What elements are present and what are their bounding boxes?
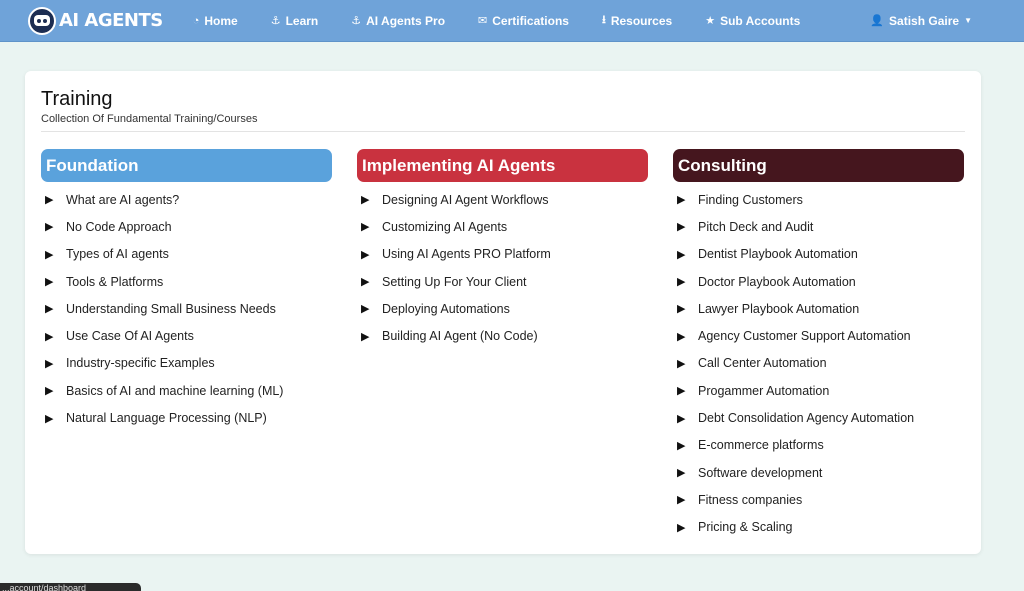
course-item[interactable]: [41, 241, 332, 268]
nav-home[interactable]: [193, 14, 238, 28]
course-item-label: Designing AI Agent Workflows: [382, 192, 549, 207]
robot-logo-icon: [28, 7, 56, 35]
triangle-right-icon: ▶: [677, 521, 686, 534]
course-item[interactable]: [673, 459, 964, 486]
training-card: [25, 71, 981, 554]
user-icon: 👤: [870, 15, 885, 27]
brand-logo-link[interactable]: [28, 7, 163, 35]
triangle-right-icon: ▶: [45, 412, 54, 425]
course-item-label: Fitness companies: [698, 492, 803, 507]
course-item[interactable]: [673, 432, 964, 459]
course-list: [357, 186, 648, 350]
triangle-right-icon: ▶: [45, 194, 54, 207]
nav-ai-agents-pro[interactable]: [351, 14, 445, 28]
anchor-icon: ⚓: [351, 15, 362, 27]
course-item[interactable]: [673, 514, 964, 541]
course-item[interactable]: [357, 213, 648, 240]
course-item-label: Understanding Small Business Needs: [66, 301, 276, 316]
course-item-label: Call Center Automation: [698, 356, 827, 371]
course-item-label: Doctor Playbook Automation: [698, 274, 856, 289]
course-list: [41, 186, 332, 432]
course-item[interactable]: [673, 350, 964, 377]
course-item[interactable]: [673, 377, 964, 404]
triangle-right-icon: ▶: [677, 276, 686, 289]
download-icon: ⭳: [601, 14, 606, 26]
course-item-label: Building AI Agent (No Code): [382, 329, 538, 344]
envelope-icon: ✉: [478, 15, 488, 27]
course-item[interactable]: [673, 295, 964, 322]
course-item[interactable]: [41, 404, 332, 431]
triangle-right-icon: ▶: [677, 248, 686, 261]
course-item[interactable]: [673, 213, 964, 240]
course-item-label: What are AI agents?: [66, 192, 180, 207]
course-item-label: E-commerce platforms: [698, 438, 824, 453]
course-item-label: Tools & Platforms: [66, 274, 164, 289]
triangle-right-icon: ▶: [677, 303, 686, 316]
course-item-label: Industry-specific Examples: [66, 356, 215, 371]
course-item[interactable]: [41, 186, 332, 213]
course-item[interactable]: [357, 268, 648, 295]
dashboard-icon: ◔: [192, 14, 200, 27]
top-navbar: [0, 0, 1024, 42]
nav-learn[interactable]: [271, 14, 319, 28]
browser-status-bar: [0, 583, 141, 591]
triangle-right-icon: ▶: [677, 412, 686, 425]
course-item-label: Progammer Automation: [698, 383, 830, 398]
triangle-right-icon: ▶: [677, 467, 686, 480]
triangle-right-icon: ▶: [677, 357, 686, 370]
triangle-right-icon: ▶: [361, 248, 370, 261]
course-column-foundation: [41, 149, 332, 432]
nav-label: AI Agents Pro: [366, 13, 446, 28]
course-item[interactable]: [673, 268, 964, 295]
course-item-label: Basics of AI and machine learning (ML): [66, 383, 284, 398]
triangle-right-icon: ▶: [45, 248, 54, 261]
course-item[interactable]: [41, 322, 332, 349]
course-item-label: Types of AI agents: [66, 247, 169, 262]
course-column-consulting: [673, 149, 964, 541]
user-name: Satish Gaire: [889, 13, 960, 28]
column-header: Foundation: [41, 149, 332, 182]
course-item[interactable]: [41, 213, 332, 240]
course-item-label: Use Case Of AI Agents: [66, 329, 194, 344]
course-item[interactable]: [357, 295, 648, 322]
column-header: Consulting: [673, 149, 964, 182]
triangle-right-icon: ▶: [45, 385, 54, 398]
triangle-right-icon: ▶: [361, 330, 370, 343]
course-item[interactable]: [41, 350, 332, 377]
course-item[interactable]: [673, 241, 964, 268]
user-menu-dropdown[interactable]: [870, 14, 972, 28]
nav-label: Learn: [285, 13, 319, 28]
nav-label: Certifications: [492, 13, 569, 28]
course-item[interactable]: [357, 186, 648, 213]
title-divider: [41, 131, 965, 132]
star-icon: ★: [705, 15, 716, 27]
triangle-right-icon: ▶: [677, 385, 686, 398]
triangle-right-icon: ▶: [677, 494, 686, 507]
course-item[interactable]: [41, 377, 332, 404]
triangle-right-icon: ▶: [677, 221, 686, 234]
course-item-label: Customizing AI Agents: [382, 219, 508, 234]
nav-sub-accounts[interactable]: [705, 14, 800, 28]
triangle-right-icon: ▶: [361, 276, 370, 289]
course-item[interactable]: [357, 322, 648, 349]
course-item-label: Using AI Agents PRO Platform: [382, 247, 551, 262]
course-column-implementing-ai-agents: [357, 149, 648, 350]
triangle-right-icon: ▶: [361, 221, 370, 234]
triangle-right-icon: ▶: [677, 194, 686, 207]
course-item-label: Setting Up For Your Client: [382, 274, 527, 289]
nav-label: Home: [204, 13, 238, 28]
course-item-label: Deploying Automations: [382, 301, 510, 316]
course-item[interactable]: [357, 241, 648, 268]
course-item-label: Dentist Playbook Automation: [698, 247, 858, 262]
course-item-label: No Code Approach: [66, 219, 172, 234]
course-item-label: Pitch Deck and Audit: [698, 219, 814, 234]
course-item[interactable]: [673, 186, 964, 213]
nav-certifications[interactable]: [478, 14, 569, 28]
nav-resources[interactable]: [602, 11, 672, 30]
page-subtitle: Collection Of Fundamental Training/Courses: [41, 113, 258, 125]
course-item-label: Pricing & Scaling: [698, 520, 793, 535]
anchor-icon: ⚓: [270, 15, 281, 27]
triangle-right-icon: ▶: [45, 330, 54, 343]
caret-down-icon: ▼: [964, 16, 972, 25]
course-list: [673, 186, 964, 541]
nav-label: Sub Accounts: [720, 13, 801, 28]
triangle-right-icon: ▶: [45, 303, 54, 316]
page-title: Training: [41, 88, 113, 110]
triangle-right-icon: ▶: [677, 439, 686, 452]
course-item[interactable]: [41, 295, 332, 322]
course-item[interactable]: [41, 268, 332, 295]
course-item[interactable]: [673, 404, 964, 431]
triangle-right-icon: ▶: [45, 276, 54, 289]
nav-label: Resources: [610, 13, 673, 28]
course-item-label: Natural Language Processing (NLP): [66, 411, 267, 426]
course-item[interactable]: [673, 486, 964, 513]
course-item-label: Agency Customer Support Automation: [698, 329, 911, 344]
triangle-right-icon: ▶: [45, 357, 54, 370]
status-url: ...account/dashboard: [2, 583, 87, 591]
course-item-label: Lawyer Playbook Automation: [698, 301, 860, 316]
course-item-label: Finding Customers: [698, 192, 803, 207]
brand-name: AI AGENTS: [59, 10, 163, 31]
triangle-right-icon: ▶: [361, 303, 370, 316]
triangle-right-icon: ▶: [45, 221, 54, 234]
course-item[interactable]: [673, 322, 964, 349]
triangle-right-icon: ▶: [677, 330, 686, 343]
course-item-label: Debt Consolidation Agency Automation: [698, 411, 915, 426]
course-item-label: Software development: [698, 465, 823, 480]
triangle-right-icon: ▶: [361, 194, 370, 207]
column-header: Implementing AI Agents: [357, 149, 648, 182]
